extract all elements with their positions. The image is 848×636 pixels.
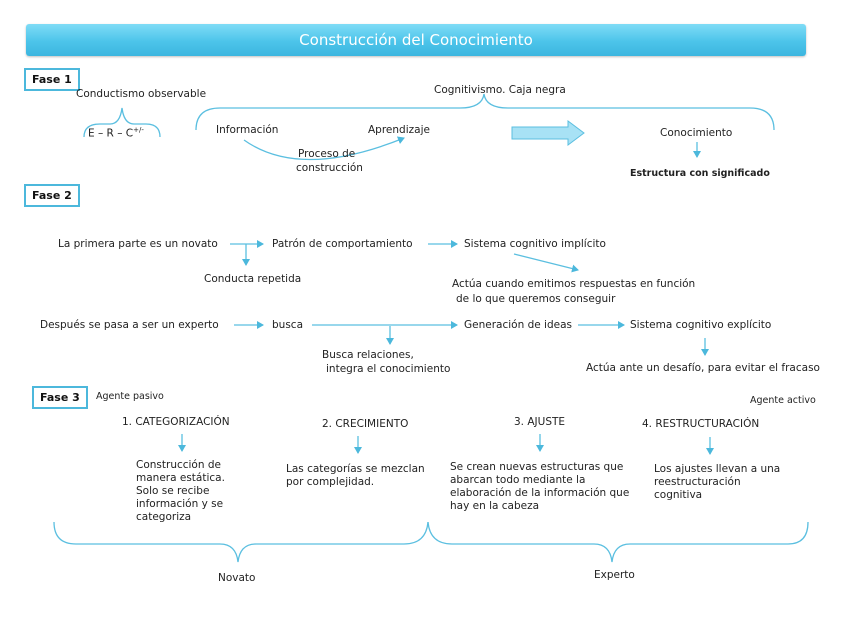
actua2-text: Actúa ante un desafío, para evitar el fracaso [586, 362, 820, 374]
step3-desc: Se crean nuevas estructuras que abarcan todo mediante la elaboración de la información que hay en la cabeza [450, 461, 630, 512]
sistema-explicito-text: Sistema cognitivo explícito [630, 319, 772, 331]
fase3-label: Fase 3 [32, 386, 88, 409]
aprendizaje-label: Aprendizaje [368, 124, 430, 136]
formula-text: E – R – C [88, 127, 134, 140]
step2-desc: Las categorías se mezclan por complejidad. [286, 463, 425, 488]
generacion-text: Generación de ideas [464, 319, 572, 331]
novato-label: Novato [218, 572, 256, 584]
busca-rel-line2: integra el conocimiento [326, 363, 451, 375]
proceso-line2: construcción [296, 162, 363, 174]
brace-experto [428, 522, 808, 562]
brace-cognitivismo [196, 94, 774, 130]
experto-label: Experto [594, 569, 635, 581]
brace-novato [54, 522, 428, 562]
busca-text: busca [272, 319, 303, 331]
arrow-sistema-actua [514, 254, 578, 270]
step1-desc: Construcción de manera estática. Solo se recibe información y se categoriza [136, 459, 225, 523]
step3-title: 3. AJUSTE [514, 416, 566, 428]
actua1-line2: de lo que queremos conseguir [456, 293, 616, 305]
conocimiento-label: Conocimiento [660, 127, 733, 139]
fase1-label: Fase 1 [24, 68, 80, 91]
actua1-line1: Actúa cuando emitimos respuestas en función [452, 278, 696, 290]
agente-pasivo: Agente pasivo [96, 391, 164, 402]
agente-activo: Agente activo [750, 395, 816, 406]
sistema-implicito-text: Sistema cognitivo implícito [464, 238, 606, 250]
conductismo-label: Conductismo observable [76, 88, 207, 100]
informacion-label: Información [216, 124, 279, 136]
formula [88, 124, 144, 141]
fase2-label: Fase 2 [24, 184, 80, 207]
diagram-title: Construcción del Conocimiento [26, 24, 806, 56]
block-arrow [512, 121, 584, 145]
estructura-label: Estructura con significado [630, 168, 770, 179]
cognitivismo-label: Cognitivismo. Caja negra [434, 84, 566, 96]
step2-title: 2. CRECIMIENTO [322, 418, 409, 430]
experto-text: Después se pasa a ser un experto [40, 319, 219, 331]
busca-rel-line1: Busca relaciones, [322, 349, 414, 361]
novato-text: La primera parte es un novato [58, 238, 218, 250]
patron-text: Patrón de comportamiento [272, 238, 413, 250]
step4-desc: Los ajustes llevan a una reestructuración cognitiva [654, 463, 781, 501]
step1-title: 1. CATEGORIZACIÓN [122, 416, 230, 428]
formula-superscript: +/- [133, 126, 144, 134]
proceso-line1: Proceso de [298, 148, 356, 160]
conducta-text: Conducta repetida [204, 273, 302, 285]
step4-title: 4. RESTRUCTURACIÓN [642, 418, 760, 430]
